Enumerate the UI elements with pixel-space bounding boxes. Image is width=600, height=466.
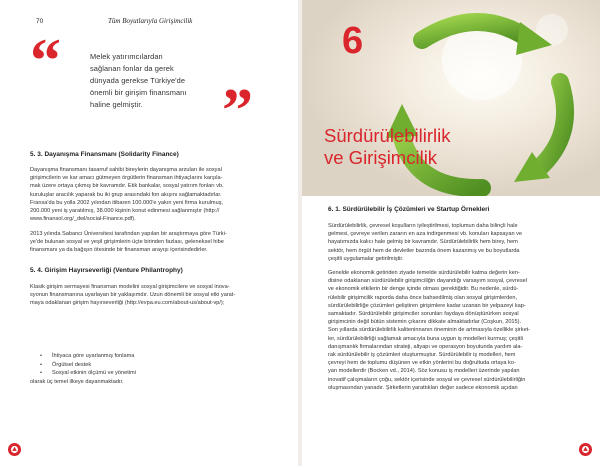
text-line: 200.000 yeni iş yaratılmış, 38.000 kişinin konut edinmesi sağlanmıştır (http:// (30, 208, 220, 215)
text-line: samaktadır. Sürdürülebilir girişimciler sorunları faydaya dönüştürürken sosyal (328, 311, 519, 318)
paragraph-sustainable-entrepreneurship (328, 269, 574, 392)
text-line: Dayanışma finansmanı tasarruf sahibi bireylerin dayanışma arzuları ile sosyal (30, 167, 222, 173)
text-line: girişimcilerin ve kar amacı gütmeyen örgütlerin finansman ihtiyaçlarını karşıla- (30, 175, 223, 182)
text-line: inovatif çalışmaların çoğu, sektör içerisinde sosyal ve çevresel sürdürülebilirliğin (328, 376, 526, 383)
section-heading-5-4: 5. 4. Girişim Hayırseverliği (Venture Philantrophy) (30, 267, 183, 274)
text-line: rülebilir girişimcilik raporda daha önce bahsedilmiş olan sosyal girişimlerden, (328, 294, 518, 301)
text-line: çevreyi hem de toplumu düşünen ve etkin yönlerini bu doğrultuda ortaya ko- (328, 360, 516, 367)
text-line: yan modellerdir (Bocken vd., 2014). Söz konusu iş modelleri üzerinde yapılan (328, 368, 520, 375)
paragraph-solidarity-finance (30, 166, 270, 223)
text-line: 2013 yılında Sabancı Üniversitesi tarafından yapılan bir araştırmaya göre Türki- (30, 231, 227, 237)
text-line: ler, sürdürülebilirliği sağlamak amacıyla buna uygun iş modelleri kurmuş; çeşitli (328, 335, 523, 342)
pull-quote-line: Melek yatırımcılardan (90, 52, 163, 61)
pull-quote (90, 51, 218, 111)
left-page (0, 0, 298, 466)
recycling-hero-image (302, 0, 600, 196)
text-line: oluşmasından yanadır. Şirketlerin yarattıkları değer sadece ekonomik açıdan (328, 384, 518, 391)
chapter-number: 6 (342, 20, 364, 62)
paragraph-sustainability (328, 222, 574, 263)
text-line: maya odaklanan girişim hayırseverliği (http://evpa.eu.com/about-us/about-vp/); (30, 300, 225, 307)
list-item: • İhtiyaca göre uyarlanmış fonlama (40, 352, 260, 361)
text-line: disine odaklanan sürdürülebilir girişimciliğin dayandığı varsayım sosyal, çevresel (328, 278, 527, 285)
page-number: 70 (36, 18, 44, 25)
text-line: finansmanı ya da bağışın ötesinde bir finansman arayışı içerisindedirler. (30, 247, 208, 254)
pull-quote-line: önemli bir girişim finansmanı (90, 88, 187, 97)
text-line: syonun finansmanına uyarlayan bir yaklaşımdır. Uzun dönemli bir sosyal etki yarat- (30, 292, 236, 299)
text-line: rak sürdürülebilir iş çözümleri oluşturmuştur. Sürdürülebilir iş modelleri, hem (328, 352, 516, 359)
pull-quote-line: dünyada gerekse Türkiye'de (90, 76, 186, 85)
closing-quote-mark-icon: ” (222, 77, 253, 145)
text-line: Fransa'da bu yolla 2002 yılından itibaren 100.000'e yakın yeni firma kurulmuş, (30, 199, 224, 206)
running-header: Tüm Boyutlarıyla Girişimcilik (108, 17, 193, 25)
chapter-title (324, 125, 450, 169)
chapter-title-line: ve Girişimcilik (324, 147, 438, 168)
corner-logo-icon (8, 443, 21, 456)
text-line: Sürdürülebilirlik, çevresel koşulların iyileştirilmesi, toplumun daha bilinçli hale (328, 223, 518, 229)
text-line: danışmanlık firmalarından strateji, altyapı ve operasyon boyutunda yardım ala- (328, 343, 523, 350)
corner-logo-icon (579, 443, 592, 456)
right-page (302, 0, 600, 466)
text-line: Klasik girişim sermayesi finansman modelini sosyal girişimcilere ve sosyal inova- (30, 284, 230, 290)
text-line: hayatımızda kalıcı hale gelmiş bir kavramdır. Sürdürülebilirlik hem birey, hem (328, 239, 518, 246)
chapter-title-line: Sürdürülebilirlik (324, 125, 451, 146)
text-line: gelmesi, çevreye verilen zararın en aza indirgenmesi vb. konuları kapsayan ve (328, 231, 523, 238)
text-line: sürdürülebilirliğe çözümleri geliştiren girişimlere kadar uzanan bir yelpazeyi kap- (328, 302, 526, 309)
paragraph-closing (30, 378, 270, 386)
text-line: çeşitli uygulamalar getirilmiştir. (328, 255, 404, 262)
section-heading-5-3: 5. 3. Dayanışma Finansmanı (Solidarity Finance) (30, 151, 179, 158)
paragraph-sabanci-research (30, 230, 270, 255)
pull-quote-line: haline gelmiştir. (90, 100, 143, 109)
opening-quote-mark-icon: “ (30, 27, 61, 95)
text-line: ve ekonomik etkilerin bir denge içinde olması gerektiğidir. Bu nedenle, sürdü- (328, 286, 519, 293)
text-line: mak üzere ortaya çıkmış bir kavramdır. Etik bankalar, sosyal yatırım fonları vb. (30, 183, 224, 190)
text-line: Son yıllarda sürdürülebilirlik kaliteninnanın öneminin de artmasıyla özellikle şirket- (328, 327, 531, 334)
text-line: sektör, hem örgüt hem de devletler bazında önem kazanmış ve bu boyutlarda (328, 247, 520, 254)
principles-list (40, 352, 260, 378)
list-item: • Örgütsel destek (40, 361, 260, 370)
text-line: Genelde ekonomik getiriden ziyade temelde sürdürülebilir katma değerin ken- (328, 270, 520, 276)
list-item: • Sosyal etkinin ölçümü ve yönetimi (40, 369, 260, 378)
text-line: ye'de bulunan sosyal ve yeşil girişimlerin üçte birinden fazlası, geleneksel hibe (30, 239, 224, 246)
text-line: www.finansol.org/_dwl/social-Finance.pdf). (30, 216, 136, 223)
pull-quote-line: sağlanan fonlar da gerek (90, 64, 174, 73)
section-heading-6-1: 6. 1. Sürdürülebilir İş Çözümleri ve Startup Örnekleri (328, 206, 490, 213)
paragraph-venture-philanthropy (30, 283, 270, 308)
text-line: olarak üç temel ilkeye dayanmaktadır. (30, 379, 124, 385)
text-line: kuruluşlar aracılık yaparak bu iki grup arasındaki fon akışını sağlamaktadırlar. (30, 191, 222, 198)
text-line: girişimcinin değil bütün sistemin çıkarını dikkate almaktadırlar (Coşkun, 2015). (328, 319, 522, 326)
